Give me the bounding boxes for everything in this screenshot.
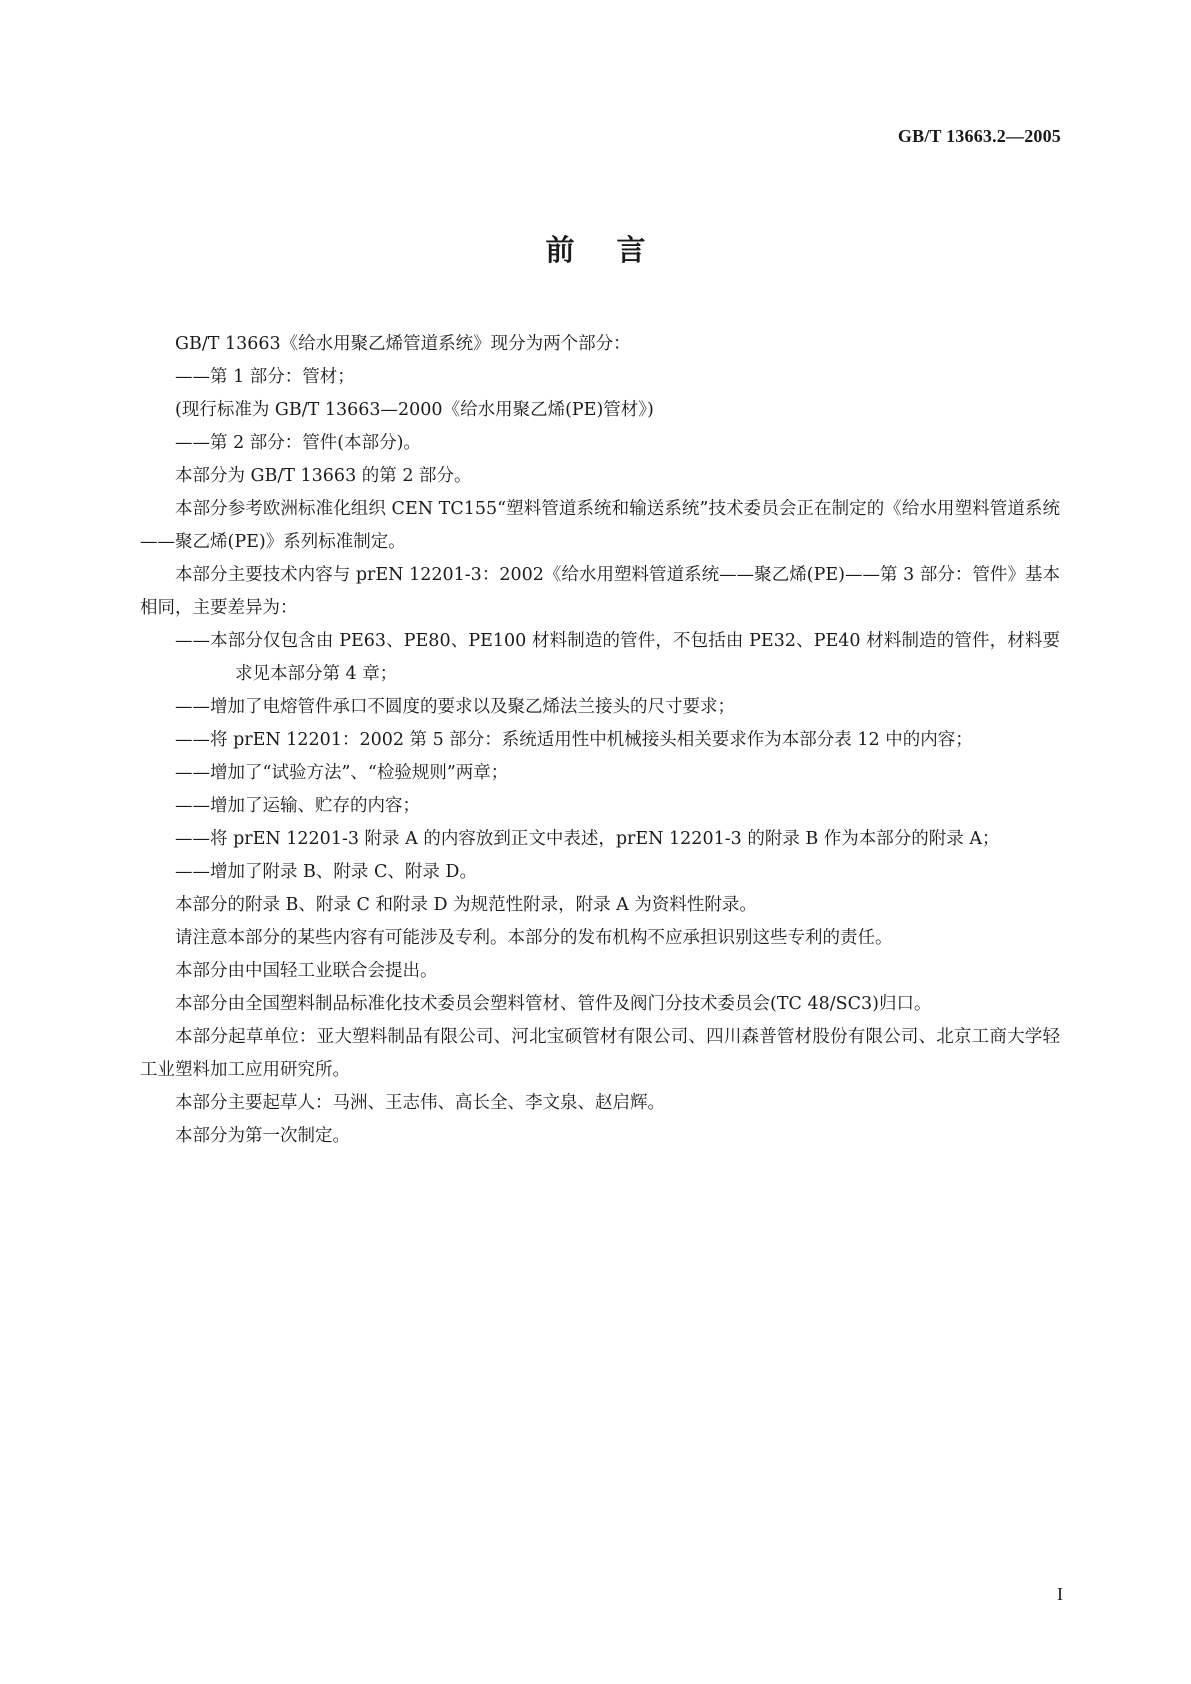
dash-item-annex-a: ——将 prEN 12201-3 附录 A 的内容放到正文中表述，prEN 12201-3 的附录 B 作为本部分的附录 A； xyxy=(175,829,1000,849)
dash-item-chapters: ——增加了“试验方法”、“检验规则”两章； xyxy=(175,763,509,783)
paragraph-this-part: 本部分为 GB/T 13663 的第 2 部分。 xyxy=(175,466,472,486)
preface-body xyxy=(140,328,1060,1153)
paragraph-annex-types: 本部分的附录 B、附录 C 和附录 D 为规范性附录，附录 A 为资料性附录。 xyxy=(175,895,757,915)
paragraph-main-content: 本部分主要技术内容与 prEN 12201-3：2002《给水用塑料管道系统——聚乙烯(PE)——第 3 部分：管件》基本相同，主要差异为： xyxy=(140,565,1060,618)
dash-item-materials: ——本部分仅包含由 PE63、PE80、PE100 材料制造的管件，不包括由 PE32、PE40 材料制造的管件，材料要求见本部分第 4 章； xyxy=(175,631,1060,684)
paragraph-first-edition: 本部分为第一次制定。 xyxy=(175,1126,350,1146)
paragraph-proposed-by: 本部分由中国轻工业联合会提出。 xyxy=(175,961,438,981)
dash-item-part1: ——第 1 部分：管材； xyxy=(175,367,355,387)
paragraph-reference: 本部分参考欧洲标准化组织 CEN TC155“塑料管道系统和输送系统”技术委员会正在制定的《给水用塑料管道系统——聚乙烯(PE)》系列标准制定。 xyxy=(140,499,1060,552)
page-title: 前言 xyxy=(545,233,688,267)
paragraph-parts: GB/T 13663《给水用聚乙烯管道系统》现分为两个部分： xyxy=(175,334,631,354)
dash-item-roundness: ——增加了电熔管件承口不圆度的要求以及聚乙烯法兰接头的尺寸要求； xyxy=(175,697,735,717)
dash-item-annexes: ——增加了附录 B、附录 C、附录 D。 xyxy=(175,862,477,882)
paragraph-under-jurisdiction: 本部分由全国塑料制品标准化技术委员会塑料管材、管件及阀门分技术委员会(TC 48/SC3)归口。 xyxy=(175,994,932,1014)
paragraph-drafting-units: 本部分起草单位：亚大塑料制品有限公司、河北宝硕管材有限公司、四川森普管材股份有限公司、北京工商大学轻工业塑料加工应用研究所。 xyxy=(140,1027,1060,1080)
paragraph-drafters: 本部分主要起草人：马洲、王志伟、高长全、李文泉、赵启辉。 xyxy=(175,1093,665,1113)
dash-item-table12: ——将 prEN 12201：2002 第 5 部分：系统适用性中机械接头相关要求作为本部分表 12 中的内容； xyxy=(175,730,973,750)
standard-number: GB/T 13663.2—2005 xyxy=(897,126,1061,146)
paragraph-patent: 请注意本部分的某些内容有可能涉及专利。本部分的发布机构不应承担识别这些专利的责任。 xyxy=(175,928,893,948)
page-number: I xyxy=(1057,1584,1063,1604)
dash-item-part2: ——第 2 部分：管件(本部分)。 xyxy=(175,433,421,453)
dash-item-transport: ——增加了运输、贮存的内容； xyxy=(175,796,420,816)
paragraph-current-standard: (现行标准为 GB/T 13663—2000《给水用聚乙烯(PE)管材》) xyxy=(175,400,654,420)
